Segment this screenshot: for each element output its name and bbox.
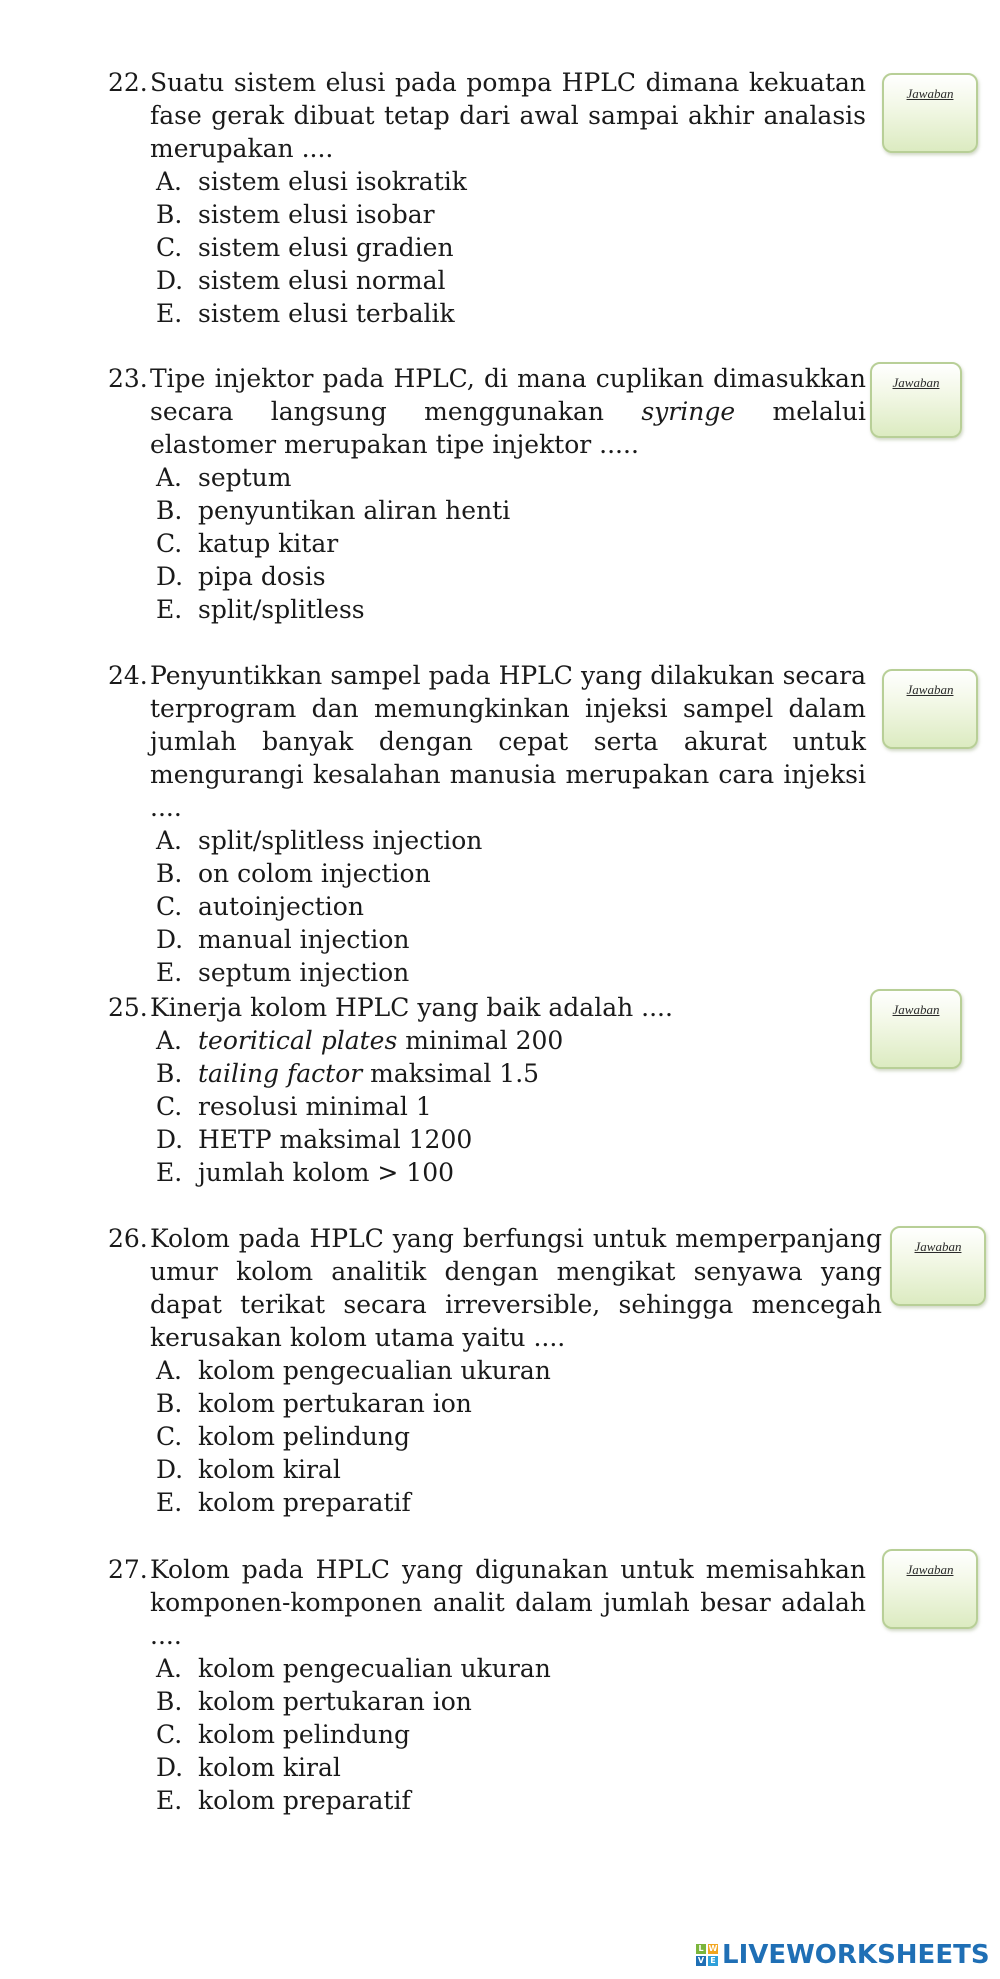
option-item	[156, 1751, 866, 1784]
option-text: manual injection	[198, 925, 410, 954]
option-item	[156, 1354, 882, 1387]
option-letter: B.	[156, 496, 183, 525]
option-item	[156, 1652, 866, 1685]
option-text: jumlah kolom > 100	[198, 1158, 455, 1187]
option-item	[156, 231, 866, 264]
option-letter: A.	[156, 826, 183, 855]
option-letter: D.	[156, 925, 184, 954]
answer-box-25[interactable]	[870, 989, 962, 1069]
option-item	[156, 494, 866, 527]
option-item	[156, 1024, 866, 1057]
liveworksheets-icon	[696, 1944, 718, 1966]
answer-label: Jawaban	[892, 1002, 940, 1017]
option-item	[156, 1090, 866, 1123]
option-item	[156, 824, 866, 857]
question-number: 25.	[108, 993, 148, 1022]
option-item	[156, 857, 866, 890]
brand-name: LIVEWORKSHEETS	[722, 1940, 990, 1970]
option-text: split/splitless injection	[198, 826, 483, 855]
option-letter: D.	[156, 266, 184, 295]
option-text: kolom pertukaran ion	[198, 1687, 472, 1716]
answer-box-24[interactable]	[882, 669, 978, 749]
options-list	[108, 824, 866, 989]
option-item	[156, 1420, 882, 1453]
question-22	[108, 66, 866, 330]
option-item	[156, 461, 866, 494]
question-text	[108, 1222, 882, 1354]
option-text: kolom pelindung	[198, 1422, 410, 1451]
question-body: Tipe injektor pada HPLC, di mana cuplikan dimasukkan secara langsung menggunakan syringe melalui elastomer merupakan tipe injektor .....	[150, 364, 866, 459]
question-number: 26.	[108, 1224, 148, 1253]
answer-box-23[interactable]	[870, 362, 962, 438]
option-item	[156, 297, 866, 330]
option-item	[156, 1123, 866, 1156]
option-text: pipa dosis	[198, 562, 326, 591]
option-text: septum	[198, 463, 292, 492]
option-letter: E.	[156, 1786, 183, 1815]
option-text: kolom kiral	[198, 1455, 341, 1484]
option-item	[156, 1486, 882, 1519]
logo-cell-4: E	[708, 1956, 718, 1966]
question-23	[108, 362, 866, 626]
question-26	[108, 1222, 882, 1519]
option-text: HETP maksimal 1200	[198, 1125, 473, 1154]
option-letter: B.	[156, 1059, 183, 1088]
logo-cell-2: W	[708, 1944, 718, 1953]
question-body: Penyuntikkan sampel pada HPLC yang dilakukan secara terprogram dan memungkinkan injeksi sampel dalam jumlah banyak dengan cepat serta akurat untuk mengurangi kesalahan manusia merupakan cara injeksi ....	[150, 661, 866, 822]
option-letter: D.	[156, 562, 184, 591]
option-text: sistem elusi terbalik	[198, 299, 455, 328]
question-text	[108, 1553, 866, 1652]
option-text: penyuntikan aliran henti	[198, 496, 511, 525]
question-body: Suatu sistem elusi pada pompa HPLC dimana kekuatan fase gerak dibuat tetap dari awal sampai akhir analasis merupakan ....	[150, 68, 866, 163]
option-item	[156, 593, 866, 626]
option-item	[156, 527, 866, 560]
option-item	[156, 1784, 866, 1817]
option-letter: E.	[156, 1158, 183, 1187]
logo-cell-3: V	[697, 1956, 705, 1965]
logo-cell-1: L	[696, 1944, 706, 1954]
question-text	[108, 66, 866, 165]
option-text: kolom pengecualian ukuran	[198, 1356, 551, 1385]
answer-label: Jawaban	[914, 1239, 962, 1254]
question-25	[108, 991, 866, 1189]
option-item	[156, 1387, 882, 1420]
options-list	[108, 1652, 866, 1817]
option-letter: B.	[156, 200, 183, 229]
option-letter: C.	[156, 892, 183, 921]
option-letter: E.	[156, 299, 183, 328]
option-item	[156, 1057, 866, 1090]
option-text: kolom pertukaran ion	[198, 1389, 472, 1418]
option-item	[156, 198, 866, 231]
option-letter: E.	[156, 595, 183, 624]
option-text: resolusi minimal 1	[198, 1092, 432, 1121]
option-letter: D.	[156, 1455, 184, 1484]
option-letter: A.	[156, 1026, 183, 1055]
option-letter: E.	[156, 1488, 183, 1517]
option-text: kolom preparatif	[198, 1488, 411, 1517]
answer-label: Jawaban	[906, 682, 954, 697]
answer-label: Jawaban	[906, 86, 954, 101]
option-text: sistem elusi isokratik	[198, 167, 467, 196]
question-body: Kinerja kolom HPLC yang baik adalah ....	[150, 993, 673, 1022]
option-text: katup kitar	[198, 529, 339, 558]
option-item	[156, 1718, 866, 1751]
option-item	[156, 890, 866, 923]
option-text: kolom pelindung	[198, 1720, 410, 1749]
option-item	[156, 264, 866, 297]
option-letter: C.	[156, 1422, 183, 1451]
answer-label: Jawaban	[906, 1562, 954, 1577]
answer-label: Jawaban	[892, 375, 940, 390]
option-text: tailing factor maksimal 1.5	[198, 1059, 540, 1088]
question-27	[108, 1553, 866, 1817]
question-text	[108, 362, 866, 461]
option-text: sistem elusi gradien	[198, 233, 454, 262]
option-letter: A.	[156, 167, 183, 196]
options-list	[108, 1354, 882, 1519]
option-text: kolom preparatif	[198, 1786, 411, 1815]
question-number: 23.	[108, 364, 148, 393]
liveworksheets-logo	[696, 1940, 990, 1970]
option-item	[156, 1685, 866, 1718]
options-list	[108, 1024, 866, 1189]
option-letter: C.	[156, 529, 183, 558]
option-item	[156, 923, 866, 956]
option-letter: D.	[156, 1125, 184, 1154]
question-text	[108, 659, 866, 824]
option-text: teoritical plates minimal 200	[198, 1026, 564, 1055]
option-text: kolom pengecualian ukuran	[198, 1654, 551, 1683]
option-letter: B.	[156, 1687, 183, 1716]
answer-box-26[interactable]	[890, 1226, 986, 1306]
options-list	[108, 165, 866, 330]
option-letter: C.	[156, 1720, 183, 1749]
question-number: 27.	[108, 1555, 148, 1584]
option-item	[156, 1156, 866, 1189]
option-text: on colom injection	[198, 859, 431, 888]
option-item	[156, 956, 866, 989]
question-24	[108, 659, 866, 989]
option-letter: B.	[156, 859, 183, 888]
option-letter: D.	[156, 1753, 184, 1782]
options-list	[108, 461, 866, 626]
option-text: sistem elusi isobar	[198, 200, 435, 229]
option-text: septum injection	[198, 958, 410, 987]
option-letter: A.	[156, 1654, 183, 1683]
option-letter: E.	[156, 958, 183, 987]
option-letter: A.	[156, 1356, 183, 1385]
option-letter: A.	[156, 463, 183, 492]
option-text: sistem elusi normal	[198, 266, 446, 295]
option-letter: C.	[156, 1092, 183, 1121]
option-letter: B.	[156, 1389, 183, 1418]
option-item	[156, 1453, 882, 1486]
option-text: split/splitless	[198, 595, 365, 624]
question-body: Kolom pada HPLC yang berfungsi untuk memperpanjang umur kolom analitik dengan mengikat senyawa yang dapat terikat secara irreversible, sehingga mencegah kerusakan kolom utama yaitu ....	[150, 1224, 882, 1352]
question-number: 24.	[108, 661, 148, 690]
option-item	[156, 560, 866, 593]
option-letter: C.	[156, 233, 183, 262]
question-body: Kolom pada HPLC yang digunakan untuk memisahkan komponen-komponen analit dalam jumlah besar adalah ....	[150, 1555, 866, 1650]
question-number: 22.	[108, 68, 148, 97]
option-item	[156, 165, 866, 198]
option-text: kolom kiral	[198, 1753, 341, 1782]
answer-box-22[interactable]	[882, 73, 978, 153]
question-text	[108, 991, 866, 1024]
option-text: autoinjection	[198, 892, 364, 921]
answer-box-27[interactable]	[882, 1549, 978, 1629]
